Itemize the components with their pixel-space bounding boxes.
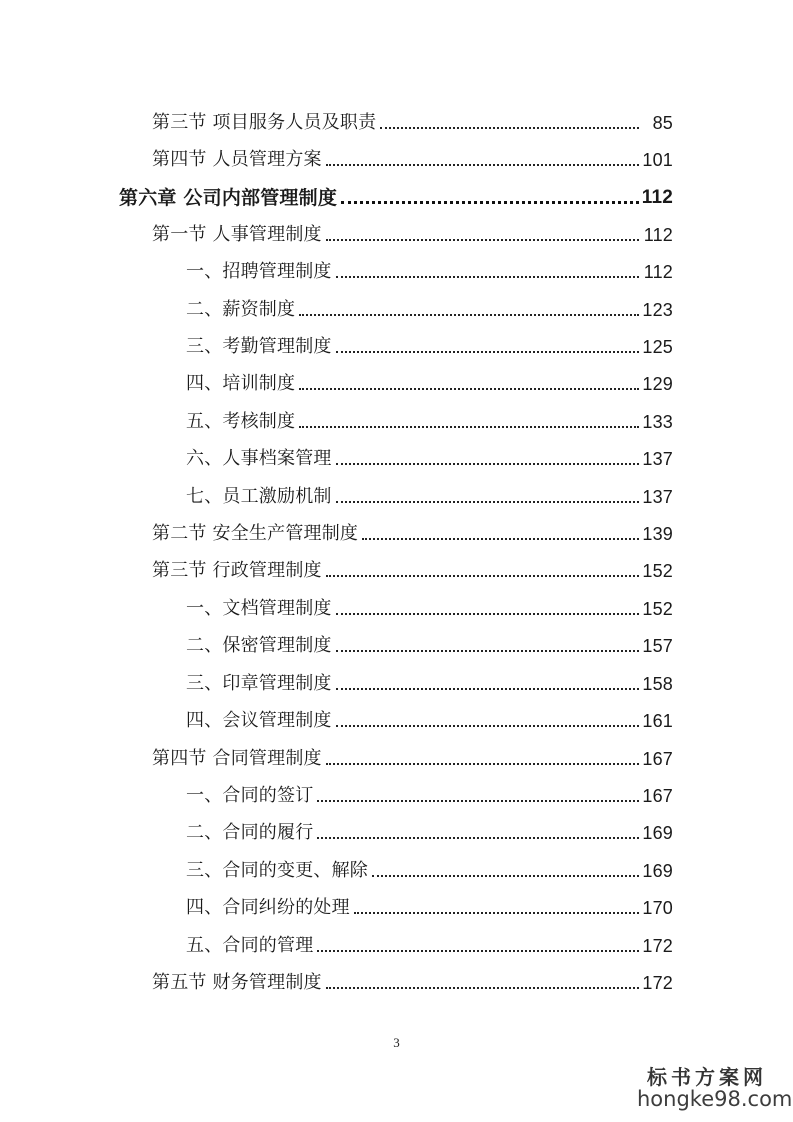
toc-entry-title: 二、合同的履行 bbox=[186, 822, 314, 843]
toc-entry-page: 101 bbox=[642, 150, 673, 170]
toc-entry[interactable] bbox=[152, 959, 673, 993]
toc-entry[interactable] bbox=[152, 510, 673, 544]
toc-entry[interactable] bbox=[186, 884, 673, 918]
toc-entry[interactable] bbox=[186, 660, 673, 694]
toc-leader-dots bbox=[336, 649, 639, 652]
toc-entry-page: 170 bbox=[642, 898, 673, 918]
toc-entry-title: 五、合同的管理 bbox=[186, 935, 314, 956]
watermark-url: hongke98.com bbox=[637, 1087, 793, 1111]
toc-entry-title: 三、印章管理制度 bbox=[186, 673, 332, 694]
toc-leader-dots bbox=[336, 275, 639, 278]
toc-entry[interactable] bbox=[186, 622, 673, 656]
toc-entry[interactable] bbox=[186, 286, 673, 320]
toc-entry-title: 四、合同纠纷的处理 bbox=[186, 897, 350, 918]
toc-entry[interactable] bbox=[186, 435, 673, 469]
toc-leader-dots bbox=[362, 537, 639, 540]
toc-entry-page: 112 bbox=[643, 225, 673, 245]
toc-entry[interactable] bbox=[186, 473, 673, 507]
toc-entry-page: 167 bbox=[642, 749, 673, 769]
toc-entry[interactable] bbox=[186, 922, 673, 956]
toc-entry-page: 123 bbox=[642, 300, 673, 320]
toc-leader-dots bbox=[354, 911, 639, 914]
toc-entry-page: 139 bbox=[642, 524, 673, 544]
toc-entry-title: 一、招聘管理制度 bbox=[186, 261, 332, 282]
toc-entry-page: 169 bbox=[642, 861, 673, 881]
toc-leader-dots bbox=[336, 462, 639, 465]
toc-leader-dots bbox=[372, 874, 639, 877]
toc-entry[interactable] bbox=[186, 398, 673, 432]
toc-entry-page: 112 bbox=[643, 262, 673, 282]
toc-leader-dots bbox=[326, 238, 639, 241]
toc-entry[interactable] bbox=[186, 585, 673, 619]
toc-entry-title: 第五节 财务管理制度 bbox=[152, 972, 322, 993]
toc-entry[interactable] bbox=[152, 99, 673, 133]
toc-leader-dots bbox=[336, 500, 639, 503]
toc-leader-dots bbox=[341, 200, 639, 204]
toc-entry-page: 167 bbox=[642, 786, 673, 806]
toc-entry-page: 137 bbox=[642, 449, 673, 469]
toc-entry[interactable] bbox=[186, 360, 673, 394]
toc-entry-title: 三、合同的变更、解除 bbox=[186, 860, 368, 881]
toc-leader-dots bbox=[299, 387, 639, 390]
toc-entry[interactable] bbox=[186, 847, 673, 881]
toc-entry-title: 第四节 人员管理方案 bbox=[152, 149, 322, 170]
toc-entry-title: 五、考核制度 bbox=[186, 411, 296, 432]
toc-entry-title: 四、会议管理制度 bbox=[186, 710, 332, 731]
toc-entry-page: 125 bbox=[642, 337, 673, 357]
toc-leader-dots bbox=[299, 425, 639, 428]
toc-leader-dots bbox=[317, 799, 639, 802]
toc-leader-dots bbox=[299, 313, 639, 316]
toc-entry-page: 85 bbox=[652, 113, 673, 133]
toc-entry-page: 158 bbox=[642, 674, 673, 694]
toc-leader-dots bbox=[336, 612, 639, 615]
toc-leader-dots bbox=[336, 687, 639, 690]
toc-entry-page: 112 bbox=[641, 187, 673, 208]
toc-entry-page: 161 bbox=[642, 711, 673, 731]
toc-entry-title: 第四节 合同管理制度 bbox=[152, 748, 322, 769]
toc-entry-title: 四、培训制度 bbox=[186, 373, 296, 394]
toc-entry-page: 169 bbox=[642, 823, 673, 843]
toc-leader-dots bbox=[326, 574, 639, 577]
toc-entry[interactable] bbox=[152, 735, 673, 769]
toc-entry-page: 152 bbox=[642, 599, 673, 619]
toc-entry[interactable] bbox=[152, 547, 673, 581]
toc-entry[interactable] bbox=[152, 136, 673, 170]
toc-entry-page: 129 bbox=[642, 374, 673, 394]
toc-entry-title: 一、文档管理制度 bbox=[186, 598, 332, 619]
toc-entry[interactable] bbox=[152, 211, 673, 245]
toc-entry-page: 133 bbox=[642, 412, 673, 432]
toc-entry-title: 第三节 项目服务人员及职责 bbox=[152, 112, 377, 133]
toc-entry-page: 172 bbox=[642, 936, 673, 956]
toc-leader-dots bbox=[336, 724, 639, 727]
toc-leader-dots bbox=[317, 949, 639, 952]
toc-entry-title: 第六章 公司内部管理制度 bbox=[119, 187, 338, 209]
site-watermark bbox=[637, 1065, 793, 1111]
toc-entry-page: 157 bbox=[642, 636, 673, 656]
toc-entry[interactable] bbox=[186, 697, 673, 731]
toc-leader-dots bbox=[326, 762, 639, 765]
toc-entry-title: 第一节 人事管理制度 bbox=[152, 224, 322, 245]
page-number: 3 bbox=[393, 1035, 400, 1050]
toc-entry-title: 一、合同的签订 bbox=[186, 785, 314, 806]
toc-leader-dots bbox=[336, 350, 639, 353]
toc-chapter-entry[interactable] bbox=[119, 174, 673, 208]
toc-entry[interactable] bbox=[186, 248, 673, 282]
toc-entry-title: 第二节 安全生产管理制度 bbox=[152, 523, 359, 544]
toc-entry-title: 二、薪资制度 bbox=[186, 299, 296, 320]
watermark-site-name: 标书方案网 bbox=[647, 1065, 767, 1089]
toc-entry-page: 172 bbox=[642, 973, 673, 993]
toc-leader-dots bbox=[326, 986, 639, 989]
toc-entry[interactable] bbox=[186, 772, 673, 806]
toc-entry-title: 七、员工激励机制 bbox=[186, 486, 332, 507]
toc-entry-page: 137 bbox=[642, 487, 673, 507]
toc-entry-title: 第三节 行政管理制度 bbox=[152, 560, 322, 581]
toc-entry-title: 六、人事档案管理 bbox=[186, 448, 332, 469]
toc-leader-dots bbox=[317, 836, 639, 839]
toc-entry-title: 三、考勤管理制度 bbox=[186, 336, 332, 357]
toc-entry-title: 二、保密管理制度 bbox=[186, 635, 332, 656]
toc-leader-dots bbox=[380, 126, 639, 129]
toc-leader-dots bbox=[326, 163, 639, 166]
toc-entry-page: 152 bbox=[642, 561, 673, 581]
toc-entry[interactable] bbox=[186, 323, 673, 357]
toc-entry[interactable] bbox=[186, 809, 673, 843]
